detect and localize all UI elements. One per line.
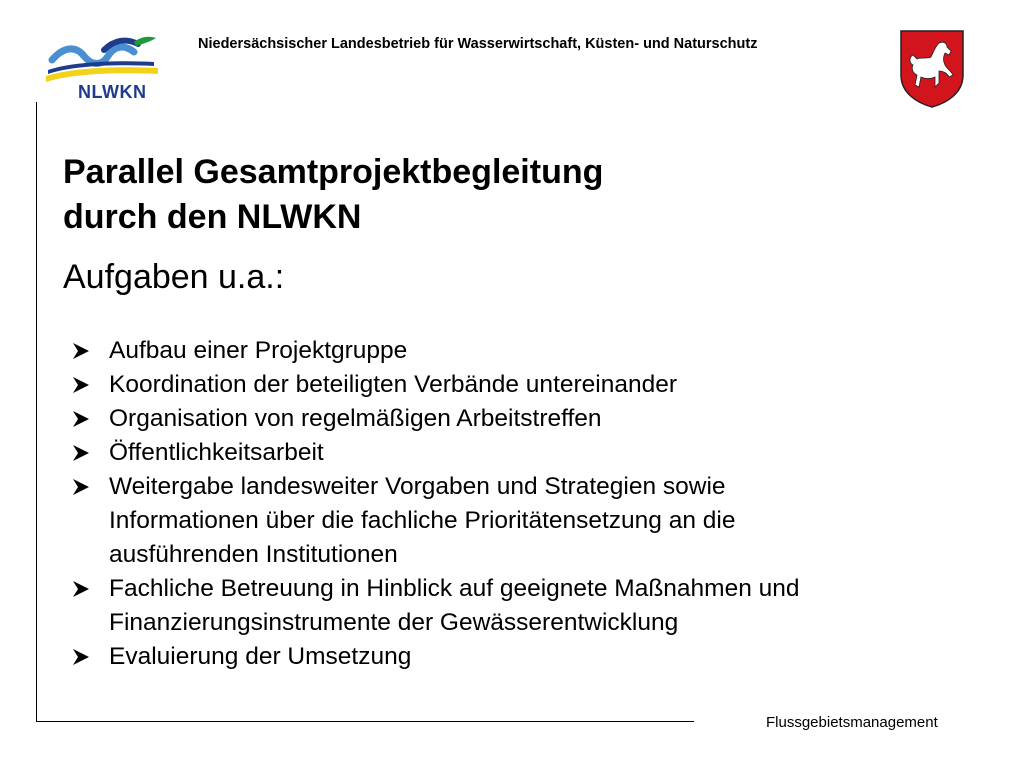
slide-title xyxy=(63,150,603,240)
arrowhead-bullet-icon xyxy=(72,444,90,462)
organization-name: Niedersächsischer Landesbetrieb für Wasserwirtschaft, Küsten- und Naturschutz xyxy=(198,36,758,52)
list-item xyxy=(68,470,968,572)
list-item xyxy=(68,572,968,640)
arrowhead-bullet-icon xyxy=(72,478,90,496)
list-item-text: Aufbau einer Projektgruppe xyxy=(109,337,408,364)
task-list xyxy=(68,334,968,674)
arrowhead-bullet-icon xyxy=(72,342,90,360)
arrowhead-bullet-icon xyxy=(72,376,90,394)
list-item xyxy=(68,436,968,470)
list-item-text: Evaluierung der Umsetzung xyxy=(109,643,412,670)
list-item-text: Fachliche Betreuung in Hinblick auf geeignete Maßnahmen und xyxy=(109,575,800,602)
list-item-text: Öffentlichkeitsarbeit xyxy=(109,439,324,466)
list-item xyxy=(68,334,968,368)
lower-saxony-horse-crest-icon xyxy=(899,29,965,109)
list-item-text: Finanzierungsinstrumente der Gewässerentwicklung xyxy=(109,609,679,636)
list-item xyxy=(68,640,968,674)
arrowhead-bullet-icon xyxy=(72,648,90,666)
list-item-text: Koordination der beteiligten Verbände untereinander xyxy=(109,371,678,398)
list-item-text: Weitergabe landesweiter Vorgaben und Strategien sowie xyxy=(109,473,726,500)
list-item-text: ausführenden Institutionen xyxy=(109,541,398,568)
arrowhead-bullet-icon xyxy=(72,580,90,598)
frame-horizontal-line xyxy=(36,721,694,722)
logo-text: NLWKN xyxy=(78,82,147,102)
footer-label: Flussgebietsmanagement xyxy=(766,714,938,731)
slide-title-line: durch den NLWKN xyxy=(63,198,362,236)
list-item xyxy=(68,402,968,436)
list-item xyxy=(68,368,968,402)
slide-subtitle: Aufgaben u.a.: xyxy=(63,258,285,296)
slide-title-line: Parallel Gesamtprojektbegleitung xyxy=(63,153,604,191)
frame-vertical-line xyxy=(36,102,37,722)
arrowhead-bullet-icon xyxy=(72,410,90,428)
list-item-text: Organisation von regelmäßigen Arbeitstreffen xyxy=(109,405,602,432)
list-item-text: Informationen über die fachliche Prioritätensetzung an die xyxy=(109,507,736,534)
